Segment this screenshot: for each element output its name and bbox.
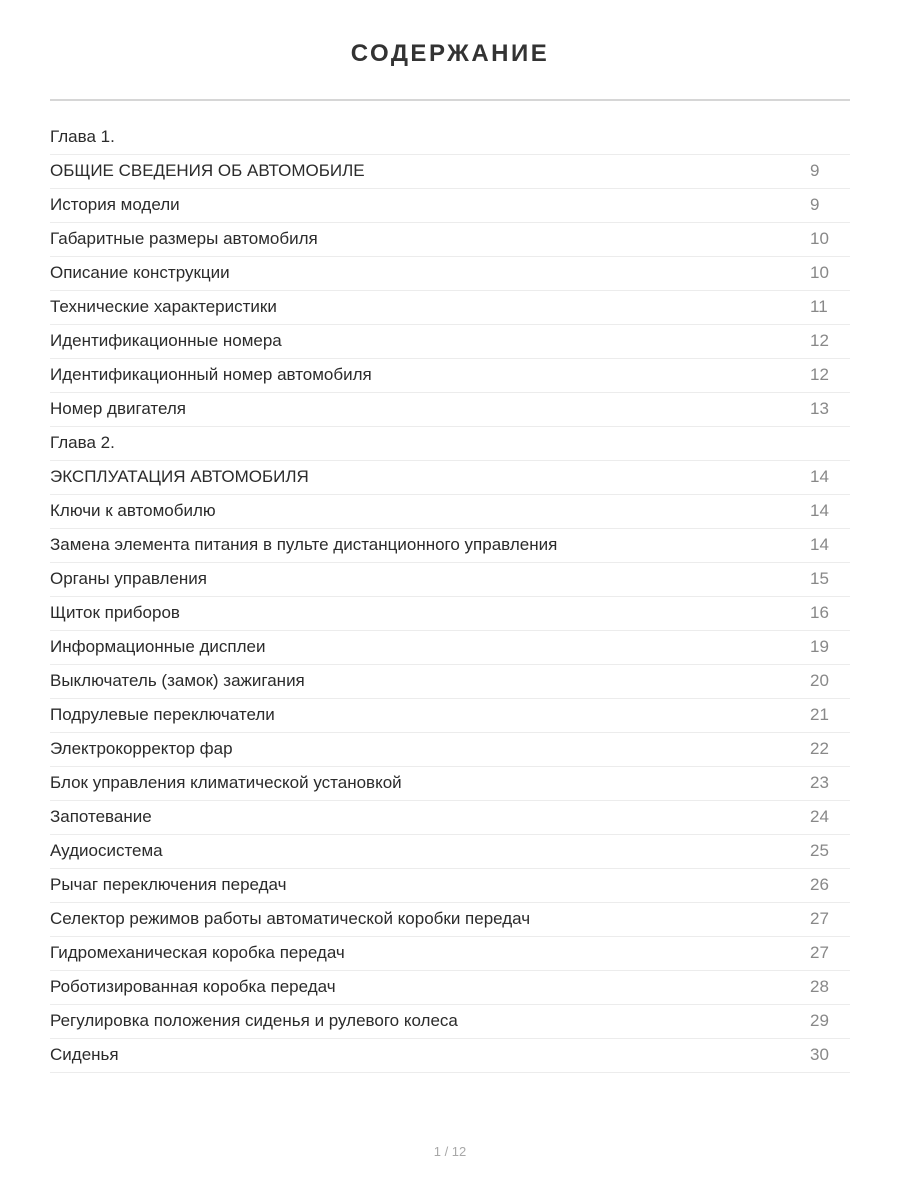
toc-entry-page-number: 29 [810, 1011, 829, 1030]
toc-entry[interactable] [50, 767, 850, 801]
toc-entry-title: Глава 2. [50, 433, 115, 452]
toc-entry-page-number: 24 [810, 807, 829, 826]
toc-entry-page-number: 20 [810, 671, 829, 690]
page-title: СОДЕРЖАНИЕ [350, 40, 550, 67]
toc-entry-title: ОБЩИЕ СВЕДЕНИЯ ОБ АВТОМОБИЛЕ [50, 161, 365, 180]
toc-entry-page-number: 15 [810, 569, 829, 588]
toc-entry[interactable] [50, 699, 850, 733]
toc-entry-title: Рычаг переключения передач [50, 875, 287, 894]
toc-entry[interactable] [50, 189, 850, 223]
toc-entry-page-number: 16 [810, 603, 829, 622]
toc-entry-title: Ключи к автомобилю [50, 501, 216, 520]
page-counter: 1 / 12 [433, 1144, 467, 1159]
toc-entry-page-number: 10 [810, 229, 829, 248]
toc-entry-page-number: 12 [810, 365, 829, 384]
toc-entry[interactable] [50, 1039, 850, 1073]
toc-entry-page-number: 13 [810, 399, 829, 418]
toc-entry[interactable] [50, 121, 850, 155]
toc-entry-page-number: 10 [810, 263, 829, 282]
toc-entry-title: Органы управления [50, 569, 208, 588]
toc-entry-page-number: 9 [810, 161, 820, 180]
toc-entry[interactable] [50, 223, 850, 257]
toc-entry-page-number: 23 [810, 773, 829, 792]
toc-entry[interactable] [50, 393, 850, 427]
toc-entry-title: Электрокорректор фар [50, 739, 233, 758]
toc-entry-title: Селектор режимов работы автоматической коробки передач [50, 909, 531, 928]
toc-entry[interactable] [50, 665, 850, 699]
toc-entry-title: Подрулевые переключатели [50, 705, 275, 724]
toc-entry-page-number: 25 [810, 841, 829, 860]
toc-entry-title: Выключатель (замок) зажигания [50, 671, 305, 690]
toc-entry[interactable] [50, 495, 850, 529]
toc-entry[interactable] [50, 529, 850, 563]
toc-entry[interactable] [50, 257, 850, 291]
toc-entry[interactable] [50, 937, 850, 971]
table-of-contents [50, 121, 850, 1073]
toc-entry[interactable] [50, 563, 850, 597]
toc-entry-page-number: 28 [810, 977, 829, 996]
toc-entry-title: Глава 1. [50, 127, 115, 146]
toc-entry[interactable] [50, 155, 850, 189]
toc-entry-title: Регулировка положения сиденья и рулевого колеса [50, 1011, 458, 1030]
toc-entry[interactable] [50, 869, 850, 903]
toc-entry-title: Идентификационный номер автомобиля [50, 365, 372, 384]
toc-entry-title: Габаритные размеры автомобиля [50, 229, 318, 248]
toc-entry-title: Аудиосистема [50, 841, 163, 860]
toc-entry[interactable] [50, 733, 850, 767]
toc-entry-page-number: 27 [810, 909, 829, 928]
toc-entry-page-number: 12 [810, 331, 829, 350]
toc-entry[interactable] [50, 597, 850, 631]
toc-entry[interactable] [50, 631, 850, 665]
title-divider [50, 99, 850, 101]
toc-entry-title: Технические характеристики [50, 297, 277, 316]
toc-entry[interactable] [50, 835, 850, 869]
toc-entry-title: Замена элемента питания в пульте дистанционного управления [50, 535, 558, 554]
toc-entry[interactable] [50, 461, 850, 495]
toc-entry-page-number: 19 [810, 637, 829, 656]
toc-entry-page-number: 26 [810, 875, 829, 894]
toc-entry-page-number: 21 [810, 705, 829, 724]
toc-entry[interactable] [50, 325, 850, 359]
toc-entry-title: Номер двигателя [50, 399, 187, 418]
toc-entry-title: Информационные дисплеи [50, 637, 266, 656]
toc-entry-title: Блок управления климатической установкой [50, 773, 402, 792]
toc-entry-title: Щиток приборов [50, 603, 180, 622]
toc-entry-title: Идентификационные номера [50, 331, 282, 350]
toc-entry-title: Описание конструкции [50, 263, 230, 282]
toc-entry-page-number: 11 [810, 297, 828, 316]
toc-entry-page-number: 14 [810, 535, 829, 554]
toc-entry[interactable] [50, 427, 850, 461]
toc-entry-page-number: 14 [810, 501, 829, 520]
toc-entry-page-number: 30 [810, 1045, 829, 1064]
toc-entry-page-number: 22 [810, 739, 829, 758]
toc-entry-title: Сиденья [50, 1045, 119, 1064]
toc-entry[interactable] [50, 1005, 850, 1039]
toc-entry[interactable] [50, 359, 850, 393]
toc-entry-title: Запотевание [50, 807, 152, 826]
toc-entry-title: Роботизированная коробка передач [50, 977, 336, 996]
toc-entry-page-number: 9 [810, 195, 820, 214]
toc-entry-title: Гидромеханическая коробка передач [50, 943, 345, 962]
toc-entry[interactable] [50, 801, 850, 835]
toc-entry[interactable] [50, 291, 850, 325]
toc-entry-title: ЭКСПЛУАТАЦИЯ АВТОМОБИЛЯ [50, 467, 309, 486]
toc-entry[interactable] [50, 971, 850, 1005]
toc-entry-title: История модели [50, 195, 180, 214]
toc-entry[interactable] [50, 903, 850, 937]
toc-entry-page-number: 14 [810, 467, 829, 486]
toc-entry-page-number: 27 [810, 943, 829, 962]
